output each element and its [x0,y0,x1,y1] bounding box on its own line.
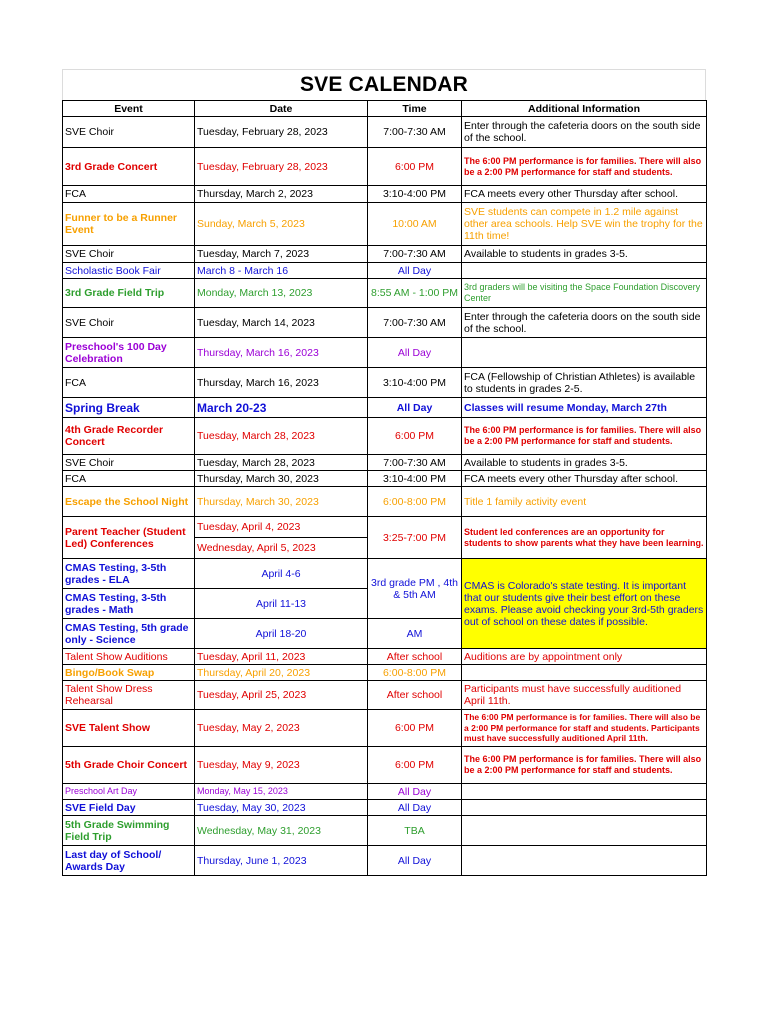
date-cell: Thursday, June 1, 2023 [195,846,368,876]
event-cell: Bingo/Book Swap [63,665,195,681]
event-cell: SVE Choir [63,455,195,471]
time-cell: 6:00-8:00 PM [368,487,462,517]
info-cell: FCA (Fellowship of Christian Athletes) is available to students in grades 2-5. [462,368,707,398]
time-cell: After school [368,681,462,710]
info-cell: Title 1 family activity event [462,487,707,517]
time-cell: All Day [368,338,462,368]
table-row [63,816,707,846]
time-cell: 7:00-7:30 AM [368,117,462,148]
event-cell: Talent Show Auditions [63,649,195,665]
time-cell: All Day [368,800,462,816]
info-cell: Participants must have successfully auditioned April 11th. [462,681,707,710]
event-cell: 5th Grade Swimming Field Trip [63,816,195,846]
table-row [63,846,707,876]
header-event: Event [63,101,195,117]
info-cell: Available to students in grades 3-5. [462,455,707,471]
time-cell: TBA [368,816,462,846]
event-cell: SVE Choir [63,117,195,148]
event-cell: 3rd Grade Concert [63,148,195,186]
time-cell: 6:00 PM [368,148,462,186]
time-cell: All Day [368,846,462,876]
info-cell [462,816,707,846]
time-cell: All Day [368,784,462,800]
info-cell [462,846,707,876]
info-cell: Student led conferences are an opportunity for students to show parents what they have been learning. [462,517,707,559]
event-cell: SVE Field Day [63,800,195,816]
header-time: Time [368,101,462,117]
time-cell: 3:10-4:00 PM [368,186,462,203]
info-cell: 3rd graders will be visiting the Space Foundation Discovery Center [462,279,707,308]
event-cell: FCA [63,368,195,398]
event-cell: FCA [63,471,195,487]
table-row [63,559,707,589]
time-cell: All Day [368,263,462,279]
info-cell: Classes will resume Monday, March 27th [462,398,707,418]
table-row [63,800,707,816]
date-cell: Thursday, March 16, 2023 [195,338,368,368]
time-cell: 10:00 AM [368,203,462,246]
date-cell: Thursday, March 2, 2023 [195,186,368,203]
table-row [63,487,707,517]
date-cell: Thursday, March 30, 2023 [195,471,368,487]
time-cell: 3rd grade PM , 4th & 5th AM [368,559,462,619]
time-cell: 6:00 PM [368,418,462,455]
info-cell: SVE students can compete in 1.2 mile against other area schools. Help SVE win the trophy for the 11th time! [462,203,707,246]
event-cell: SVE Choir [63,308,195,338]
date-cell: Tuesday, April 4, 2023 [195,517,368,538]
event-cell: 3rd Grade Field Trip [63,279,195,308]
time-cell: 3:25-7:00 PM [368,517,462,559]
date-cell: Tuesday, March 7, 2023 [195,246,368,263]
table-row [63,747,707,784]
table-row [63,246,707,263]
table-row [63,203,707,246]
date-cell: Tuesday, March 14, 2023 [195,308,368,338]
table-row [63,308,707,338]
info-cell: The 6:00 PM performance is for families. There will also be a 2:00 PM performance for staff and students. [462,148,707,186]
info-cell: Enter through the cafeteria doors on the south side of the school. [462,117,707,148]
info-cell [462,665,707,681]
info-cell: Enter through the cafeteria doors on the south side of the school. [462,308,707,338]
event-cell: Parent Teacher (Student Led) Conferences [63,517,195,559]
time-cell: 7:00-7:30 AM [368,308,462,338]
date-cell: March 8 - March 16 [195,263,368,279]
date-cell: Thursday, March 16, 2023 [195,368,368,398]
header-info: Additional Information [462,101,707,117]
date-cell: Tuesday, February 28, 2023 [195,148,368,186]
header-date: Date [195,101,368,117]
table-row [63,186,707,203]
date-cell: Monday, March 13, 2023 [195,279,368,308]
event-cell: Spring Break [63,398,195,418]
event-cell: Preschool's 100 Day Celebration [63,338,195,368]
info-cell [462,784,707,800]
table-row [63,279,707,308]
table-row [63,117,707,148]
table-row [63,649,707,665]
event-cell: Funner to be a Runner Event [63,203,195,246]
event-cell: Last day of School/ Awards Day [63,846,195,876]
header-row [63,101,707,117]
time-cell: After school [368,649,462,665]
date-cell: Tuesday, March 28, 2023 [195,455,368,471]
time-cell: 7:00-7:30 AM [368,246,462,263]
table-row [63,418,707,455]
date-cell: Tuesday, March 28, 2023 [195,418,368,455]
page-title: SVE CALENDAR [299,73,469,96]
event-cell: Preschool Art Day [63,784,195,800]
date-cell: Thursday, April 20, 2023 [195,665,368,681]
date-cell: Thursday, March 30, 2023 [195,487,368,517]
event-cell: SVE Talent Show [63,710,195,747]
table-row [63,398,707,418]
date-cell: April 4-6 [195,559,368,589]
time-cell: 6:00-8:00 PM [368,665,462,681]
table-row [63,710,707,747]
event-cell: CMAS Testing, 3-5th grades - ELA [63,559,195,589]
date-cell: Wednesday, April 5, 2023 [195,538,368,559]
date-cell: April 11-13 [195,589,368,619]
table-row [63,263,707,279]
date-cell: March 20-23 [195,398,368,418]
time-cell: AM [368,619,462,649]
table-row [63,148,707,186]
time-cell: 6:00 PM [368,710,462,747]
time-cell: 3:10-4:00 PM [368,471,462,487]
table-row [63,455,707,471]
event-cell: Escape the School Night [63,487,195,517]
info-cell: The 6:00 PM performance is for families. There will also be a 2:00 PM performance for staff and students. [462,418,707,455]
time-cell: 6:00 PM [368,747,462,784]
date-cell: April 18-20 [195,619,368,649]
date-cell: Tuesday, May 2, 2023 [195,710,368,747]
table-row [63,681,707,710]
table-row [63,338,707,368]
info-cell [462,800,707,816]
calendar-sheet [62,69,706,876]
date-cell: Sunday, March 5, 2023 [195,203,368,246]
info-cell: Available to students in grades 3-5. [462,246,707,263]
title-cell [62,69,706,100]
time-cell: 7:00-7:30 AM [368,455,462,471]
info-cell [462,263,707,279]
table-row [63,517,707,538]
date-cell: Tuesday, May 30, 2023 [195,800,368,816]
time-cell: 3:10-4:00 PM [368,368,462,398]
time-cell: 8:55 AM - 1:00 PM [368,279,462,308]
event-cell: 5th Grade Choir Concert [63,747,195,784]
event-cell: SVE Choir [63,246,195,263]
table-row [63,665,707,681]
date-cell: Monday, May 15, 2023 [195,784,368,800]
info-cell: The 6:00 PM performance is for families. There will also be a 2:00 PM performance for staff and students. [462,747,707,784]
date-cell: Tuesday, February 28, 2023 [195,117,368,148]
table-row [63,471,707,487]
time-cell: All Day [368,398,462,418]
info-cell: FCA meets every other Thursday after school. [462,471,707,487]
table-row [63,784,707,800]
date-cell: Tuesday, April 25, 2023 [195,681,368,710]
date-cell: Wednesday, May 31, 2023 [195,816,368,846]
table-row [63,368,707,398]
event-cell: FCA [63,186,195,203]
event-cell: CMAS Testing, 3-5th grades - Math [63,589,195,619]
calendar-table [62,100,707,876]
event-cell: CMAS Testing, 5th grade only - Science [63,619,195,649]
event-cell: 4th Grade Recorder Concert [63,418,195,455]
date-cell: Tuesday, April 11, 2023 [195,649,368,665]
info-cell: CMAS is Colorado's state testing. It is important that our students give their best effort on these exams. Please avoid checking your 3rd-5th graders out of school on these dates if possible. [462,559,707,649]
event-cell: Talent Show Dress Rehearsal [63,681,195,710]
info-cell: FCA meets every other Thursday after school. [462,186,707,203]
info-cell: Auditions are by appointment only [462,649,707,665]
date-cell: Tuesday, May 9, 2023 [195,747,368,784]
event-cell: Scholastic Book Fair [63,263,195,279]
info-cell: The 6:00 PM performance is for families. There will also be a 2:00 PM performance for staff and students. Participants must have successfully auditioned April 11th. [462,710,707,747]
info-cell [462,338,707,368]
